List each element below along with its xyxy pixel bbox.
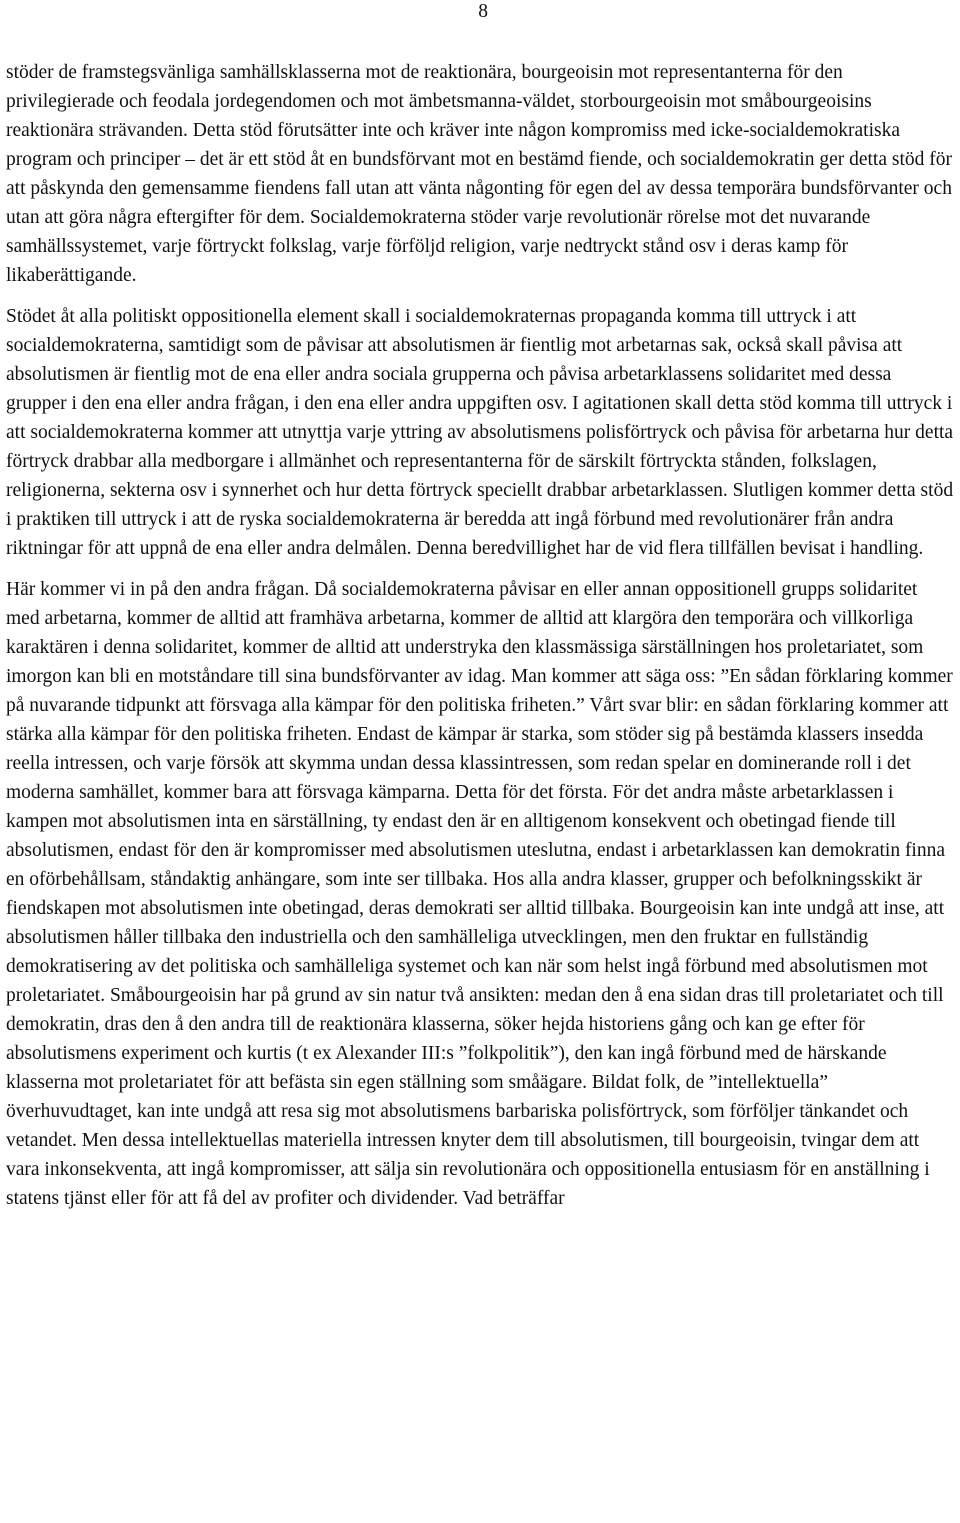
paragraph-2: Stödet åt alla politiskt oppositionella element skall i socialdemokraternas propaganda komma till uttryck i att socialdemokraterna, samtidigt som de påvisar att absolutismen är fientlig mot arbetarnas sak, också skall påvisa att absolutismen är fientlig mot de ena eller andra sociala grupperna och påvisa arbetarklassens solidaritet med dessa grupper i den ena eller andra frågan, i den ena eller andra uppgiften osv. I agitationen skall detta stöd komma till uttryck i att socialdemokraterna kommer att utnyttja varje yttring av absolutismens polisförtryck och påvisa för arbetarna hur detta förtryck drabbar alla medborgare i allmänhet och representanterna för de särskilt förtryckta stånden, folkslagen, religionerna, sekterna osv i synnerhet och hur detta förtryck speciellt drabbar arbetarklassen. Slutligen kommer detta stöd i praktiken till uttryck i att de ryska socialdemokraterna är beredda att ingå förbund med revolutionärer från andra riktningar för att uppnå de ena eller andra delmålen. Denna beredvillighet har de vid flera tillfällen bevisat i handling. bbox=[6, 306, 954, 559]
paragraph-3: Här kommer vi in på den andra frågan. Då socialdemokraterna påvisar en eller annan oppositionell grupps solidaritet med arbetarna, kommer de alltid att framhäva arbetarna, kommer de alltid att klargöra den temporära och villkorliga karaktären i denna solidaritet, kommer de alltid att understryka den klassmässiga särställningen hos proletariatet, som imorgon kan bli en motståndare till sina bundsförvanter av idag. Man kommer att säga oss: ”En sådan förklaring kommer på nuvarande tidpunkt att försvaga alla kämpar för den politiska friheten.” Vårt svar blir: en sådan förklaring kommer att stärka alla kämpar för den politiska friheten. Endast de kämpar är starka, som stöder sig på bestämda klassers insedda reella intressen, och varje försök att skymma undan dessa klassintressen, som redan spelar en dominerande roll i det moderna samhället, kommer bara att försvaga kämparna. Detta för det första. För det andra måste arbetarklassen i kampen mot absolutismen inta en särställning, ty endast den är en alltigenom konsekvent och obetingad fiende till absolutismen, endast för den är kompromisser med absolutismen uteslutna, endast i arbetarklassen kan demokratin finna en oförbehållsam, ståndaktig anhängare, som inte ser tillbaka. Hos alla andra klasser, grupper och befolkningsskikt är fiendskapen mot absolutismen inte obetingad, deras demokrati ser alltid tillbaka. Bourgeoisin kan inte undgå att inse, att absolutismen håller tillbaka den industriella och den samhälleliga utvecklingen, men den fruktar en fullständig demokratisering av det politiska och samhälleliga systemet och kan när som helst ingå förbund med absolutismen mot proletariatet. Småbourgeoisin har på grund av sin natur två ansikten: medan den å ena sidan dras till proletariatet och till demokratin, dras den å den andra till de reaktionära klasserna, söker hejda historiens gång och kan ge efter för absolutismens experiment och kurtis (t ex Alexander III:s ”folkpolitik”), den kan ingå förbund med de härskande klasserna mot proletariatet för att befästa sin egen ställning som småägare. Bildat folk, de ”intellektuella” överhuvudtaget, kan inte undgå att resa sig mot absolutismens barbariska polisförtryck, som förföljer tänkandet och vetandet. Men dessa intellektuellas materiella intressen knyter dem till absolutismen, till bourgeoisin, tvingar dem att vara inkonsekventa, att ingå kompromisser, att sälja sin revolutionära och oppositionella entusiasm för en anställning i statens tjänst eller för att få del av profiter och dividender. Vad beträffar bbox=[6, 579, 953, 1209]
paragraph-1: stöder de framstegsvänliga samhällsklasserna mot de reaktionära, bourgeoisin mot representanterna för den privilegierade och feodala jordegendomen och mot ämbetsmanna-väldet, storbourgeoisin mot småbourgeoisins reaktionära strävanden. Detta stöd förutsätter inte och kräver inte någon kompromiss med icke-socialdemokratiska program och principer – det är ett stöd åt en bundsförvant mot en bestämd fiende, och socialdemokratin ger detta stöd för att påskynda den gemensamme fiendens fall utan att vänta någonting för egen del av dessa temporära bundsförvanter och utan att göra några eftergifter för dem. Socialdemokraterna stöder varje revolutionär rörelse mot det nuvarande samhällssystemet, varje förtryckt folkslag, varje förföljd religion, varje nedtryckt stånd osv i deras kamp för likaberättigande. bbox=[6, 62, 952, 286]
page-number: 8 bbox=[478, 1, 488, 22]
